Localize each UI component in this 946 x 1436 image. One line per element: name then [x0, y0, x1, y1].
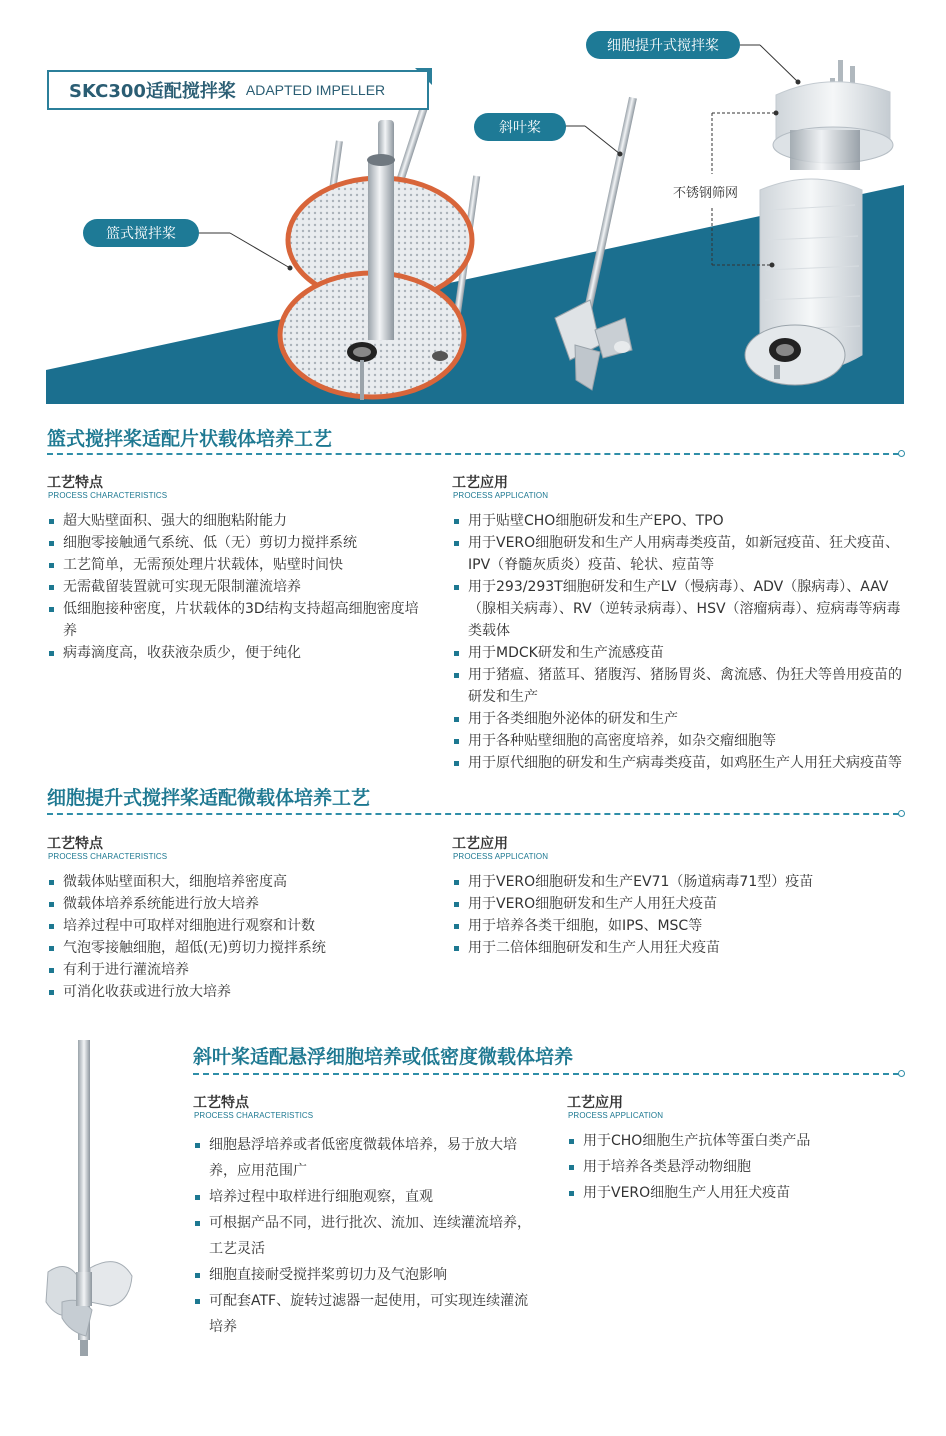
list-item: 用于VERO细胞研发和生产人用病毒类疫苗，如新冠疫苗、狂犬疫苗、IPV（脊髓灰质炎）疫苗、轮状、痘苗等 — [452, 532, 908, 576]
section3-app-heading: 工艺应用 — [567, 1095, 623, 1111]
list-item: 有利于进行灌流培养 — [47, 959, 427, 981]
list-item: 无需截留装置就可实现无限制灌流培养 — [47, 576, 422, 598]
section2-app-heading: 工艺应用 — [452, 836, 508, 852]
section1-divider — [47, 453, 899, 455]
list-item: 用于猪瘟、猪蓝耳、猪腹泻、猪肠胃炎、禽流感、伪狂犬等兽用疫苗的研发和生产 — [452, 664, 908, 708]
product-title-zh: SKC300适配搅拌桨 — [69, 81, 236, 102]
list-item: 用于培养各类干细胞，如IPS、MSC等 — [452, 915, 908, 937]
section2-divider — [47, 813, 899, 815]
label-stainless-mesh: 不锈钢筛网 — [673, 186, 739, 201]
hero-banner — [0, 0, 946, 410]
section1-app-list — [452, 510, 908, 774]
list-item: 用于贴壁CHO细胞研发和生产EPO、TPO — [452, 510, 908, 532]
label-pitched-blade: 斜叶桨 — [474, 113, 566, 141]
section3-char-heading: 工艺特点 — [193, 1095, 249, 1111]
section3-char-list — [193, 1132, 533, 1340]
label-cell-lift-impeller: 细胞提升式搅拌桨 — [586, 31, 740, 59]
list-item: 细胞直接耐受搅拌桨剪切力及气泡影响 — [193, 1262, 533, 1288]
section2-char-heading: 工艺特点 — [47, 836, 103, 852]
section1-app-heading-en: PROCESS APPLICATION — [453, 491, 549, 500]
list-item: 用于VERO细胞生产人用狂犬疫苗 — [567, 1180, 897, 1206]
list-item: 用于293/293T细胞研发和生产LV（慢病毒）、ADV（腺病毒）、AAV（腺相关病毒）、RV（逆转录病毒）、HSV（溶瘤病毒）、痘病毒等病毒类载体 — [452, 576, 908, 642]
section2-app-heading-en: PROCESS APPLICATION — [453, 852, 549, 861]
list-item: 培养过程中可取样对细胞进行观察和计数 — [47, 915, 427, 937]
label-basket-impeller: 篮式搅拌桨 — [83, 219, 199, 247]
section2-divider-end — [898, 810, 905, 817]
list-item: 用于培养各类悬浮动物细胞 — [567, 1154, 897, 1180]
section2-char-list — [47, 871, 427, 1003]
section2-app-list — [452, 871, 908, 959]
list-item: 细胞零接触通气系统、低（无）剪切力搅拌系统 — [47, 532, 422, 554]
list-item: 用于二倍体细胞研发和生产人用狂犬疫苗 — [452, 937, 908, 959]
list-item: 微载体贴壁面积大，细胞培养密度高 — [47, 871, 427, 893]
list-item: 可根据产品不同，进行批次、流加、连续灌流培养，工艺灵活 — [193, 1210, 533, 1262]
section2-title: 细胞提升式搅拌桨适配微载体培养工艺 — [47, 787, 371, 809]
section3-app-heading-en: PROCESS APPLICATION — [568, 1111, 664, 1120]
section1-char-heading-en: PROCESS CHARACTERISTICS — [48, 491, 168, 500]
list-item: 工艺简单，无需预处理片状载体，贴壁时间快 — [47, 554, 422, 576]
list-item: 可消化收获或进行放大培养 — [47, 981, 427, 1003]
list-item: 气泡零接触细胞，超低(无)剪切力搅拌系统 — [47, 937, 427, 959]
list-item: 培养过程中取样进行细胞观察，直观 — [193, 1184, 533, 1210]
list-item: 超大贴壁面积、强大的细胞粘附能力 — [47, 510, 422, 532]
list-item: 可配套ATF、旋转过滤器一起使用，可实现连续灌流培养 — [193, 1288, 533, 1340]
section3-char-heading-en: PROCESS CHARACTERISTICS — [194, 1111, 314, 1120]
list-item: 病毒滴度高，收获液杂质少，便于纯化 — [47, 642, 422, 664]
section1-app-heading: 工艺应用 — [452, 475, 508, 491]
product-title-box — [47, 70, 429, 110]
list-item: 细胞悬浮培养或者低密度微载体培养，易于放大培养，应用范围广 — [193, 1132, 533, 1184]
basket-impeller-image — [280, 107, 480, 400]
list-item: 微载体培养系统能进行放大培养 — [47, 893, 427, 915]
list-item: 用于CHO细胞生产抗体等蛋白类产品 — [567, 1128, 897, 1154]
section1-char-heading: 工艺特点 — [47, 475, 103, 491]
section3-divider — [193, 1073, 899, 1075]
section3-title: 斜叶桨适配悬浮细胞培养或低密度微载体培养 — [193, 1046, 574, 1068]
list-item: 用于MDCK研发和生产流感疫苗 — [452, 642, 908, 664]
section3-app-list — [567, 1128, 897, 1206]
section1-char-list — [47, 510, 422, 664]
list-item: 用于VERO细胞研发和生产人用狂犬疫苗 — [452, 893, 908, 915]
product-title-en: ADAPTED IMPELLER — [245, 82, 386, 98]
section3-divider-end — [898, 1070, 905, 1077]
section1-title: 篮式搅拌桨适配片状载体培养工艺 — [47, 428, 333, 450]
pitched-blade-image — [555, 97, 637, 390]
list-item: 用于各种贴壁细胞的高密度培养，如杂交瘤细胞等 — [452, 730, 908, 752]
list-item: 用于原代细胞的研发和生产病毒类疫苗，如鸡胚生产人用狂犬病疫苗等 — [452, 752, 908, 774]
list-item: 用于VERO细胞研发和生产EV71（肠道病毒71型）疫苗 — [452, 871, 908, 893]
list-item: 用于各类细胞外泌体的研发和生产 — [452, 708, 908, 730]
pitched-blade-side-image — [40, 1040, 140, 1360]
list-item: 低细胞接种密度，片状载体的3D结构支持超高细胞密度培养 — [47, 598, 422, 642]
hero-illustration — [0, 0, 946, 410]
section2-char-heading-en: PROCESS CHARACTERISTICS — [48, 852, 168, 861]
section1-divider-end — [898, 450, 905, 457]
